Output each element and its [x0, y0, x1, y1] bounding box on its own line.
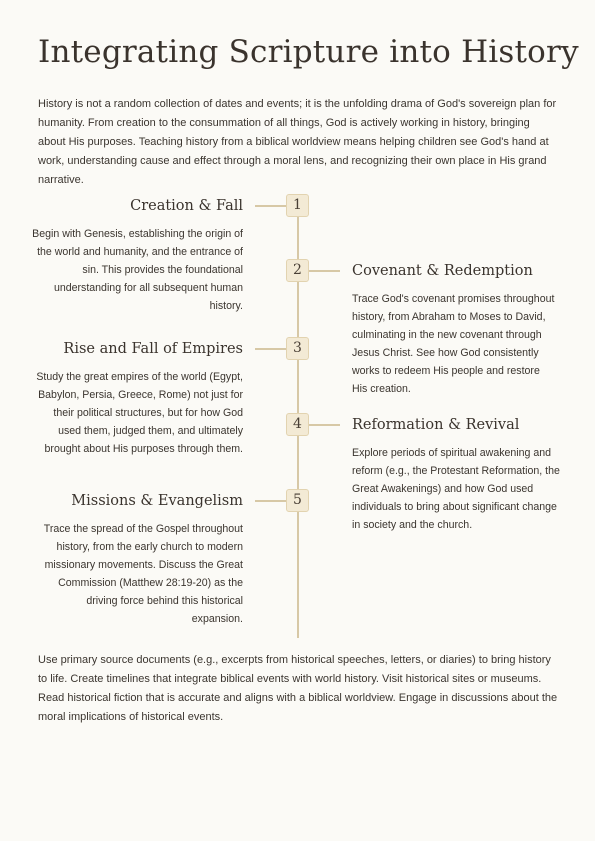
timeline-item-reformation-revival: [352, 415, 562, 534]
page-title: Integrating Scripture into History: [38, 34, 579, 70]
timeline-marker-1: 1: [286, 194, 309, 217]
timeline-item-text: Begin with Genesis, establishing the origin of the world and humanity, and the entrance of sin. This provides the foundational understanding for all subsequent human history.: [32, 228, 243, 312]
timeline-item-text: Study the great empires of the world (Egypt, Babylon, Persia, Greece, Rome) not just for their political structures, but for how God used them, judged them, and ultimately brought about His purposes through them.: [36, 371, 243, 455]
timeline-item-empires: [3, 339, 243, 458]
timeline-item-covenant-redemption: [352, 261, 562, 398]
timeline-item-title: Reformation & Revival: [352, 417, 520, 433]
timeline-connector: [255, 500, 286, 502]
timeline-connector: [309, 424, 340, 426]
timeline-marker-2: 2: [286, 259, 309, 282]
timeline-marker-5: 5: [286, 489, 309, 512]
timeline-item-title: Rise and Fall of Empires: [63, 341, 243, 357]
timeline-marker-4: 4: [286, 413, 309, 436]
timeline-item-creation-fall: [3, 196, 243, 315]
closing-paragraph: Use primary source documents (e.g., excerpts from historical speeches, letters, or diaries) to bring history to life. Create timelines that integrate biblical events with world history. Visit historical sites or museums. Read historical fiction that is accurate and aligns with a biblical worldview. Engage in discussions about the moral implications of historical events.: [38, 654, 558, 723]
timeline-item-title: Missions & Evangelism: [71, 493, 243, 509]
timeline-item-missions-evangelism: [3, 491, 243, 628]
timeline-item-text: Explore periods of spiritual awakening and reform (e.g., the Protestant Reformation, the Great Awakenings) and how God used individuals to bring about significant change in society and the church.: [352, 447, 560, 531]
timeline-item-title: Covenant & Redemption: [352, 263, 533, 279]
timeline-connector: [255, 205, 286, 207]
timeline-connector: [255, 348, 286, 350]
timeline-marker-3: 3: [286, 337, 309, 360]
timeline-item-text: Trace God's covenant promises throughout history, from Abraham to Moses to David, culminating in the new covenant through Jesus Christ. See how God consistently works to redeem His people and restore His creation.: [352, 293, 555, 395]
timeline-item-text: Trace the spread of the Gospel throughout history, from the early church to modern missionary movements. Discuss the Great Commission (Matthew 28:19-20) as the driving force behind this historical expansion.: [43, 523, 243, 625]
timeline-connector: [309, 270, 340, 272]
timeline-item-title: Creation & Fall: [130, 198, 243, 214]
intro-paragraph: History is not a random collection of dates and events; it is the unfolding drama of God's sovereign plan for humanity. From creation to the consummation of all things, God is actively working in history, bringing about His purposes. Teaching history from a biblical worldview means helping children see God's hand at work, understanding cause and effect through a moral lens, and recognizing their own place in His grand narrative.: [38, 98, 557, 186]
